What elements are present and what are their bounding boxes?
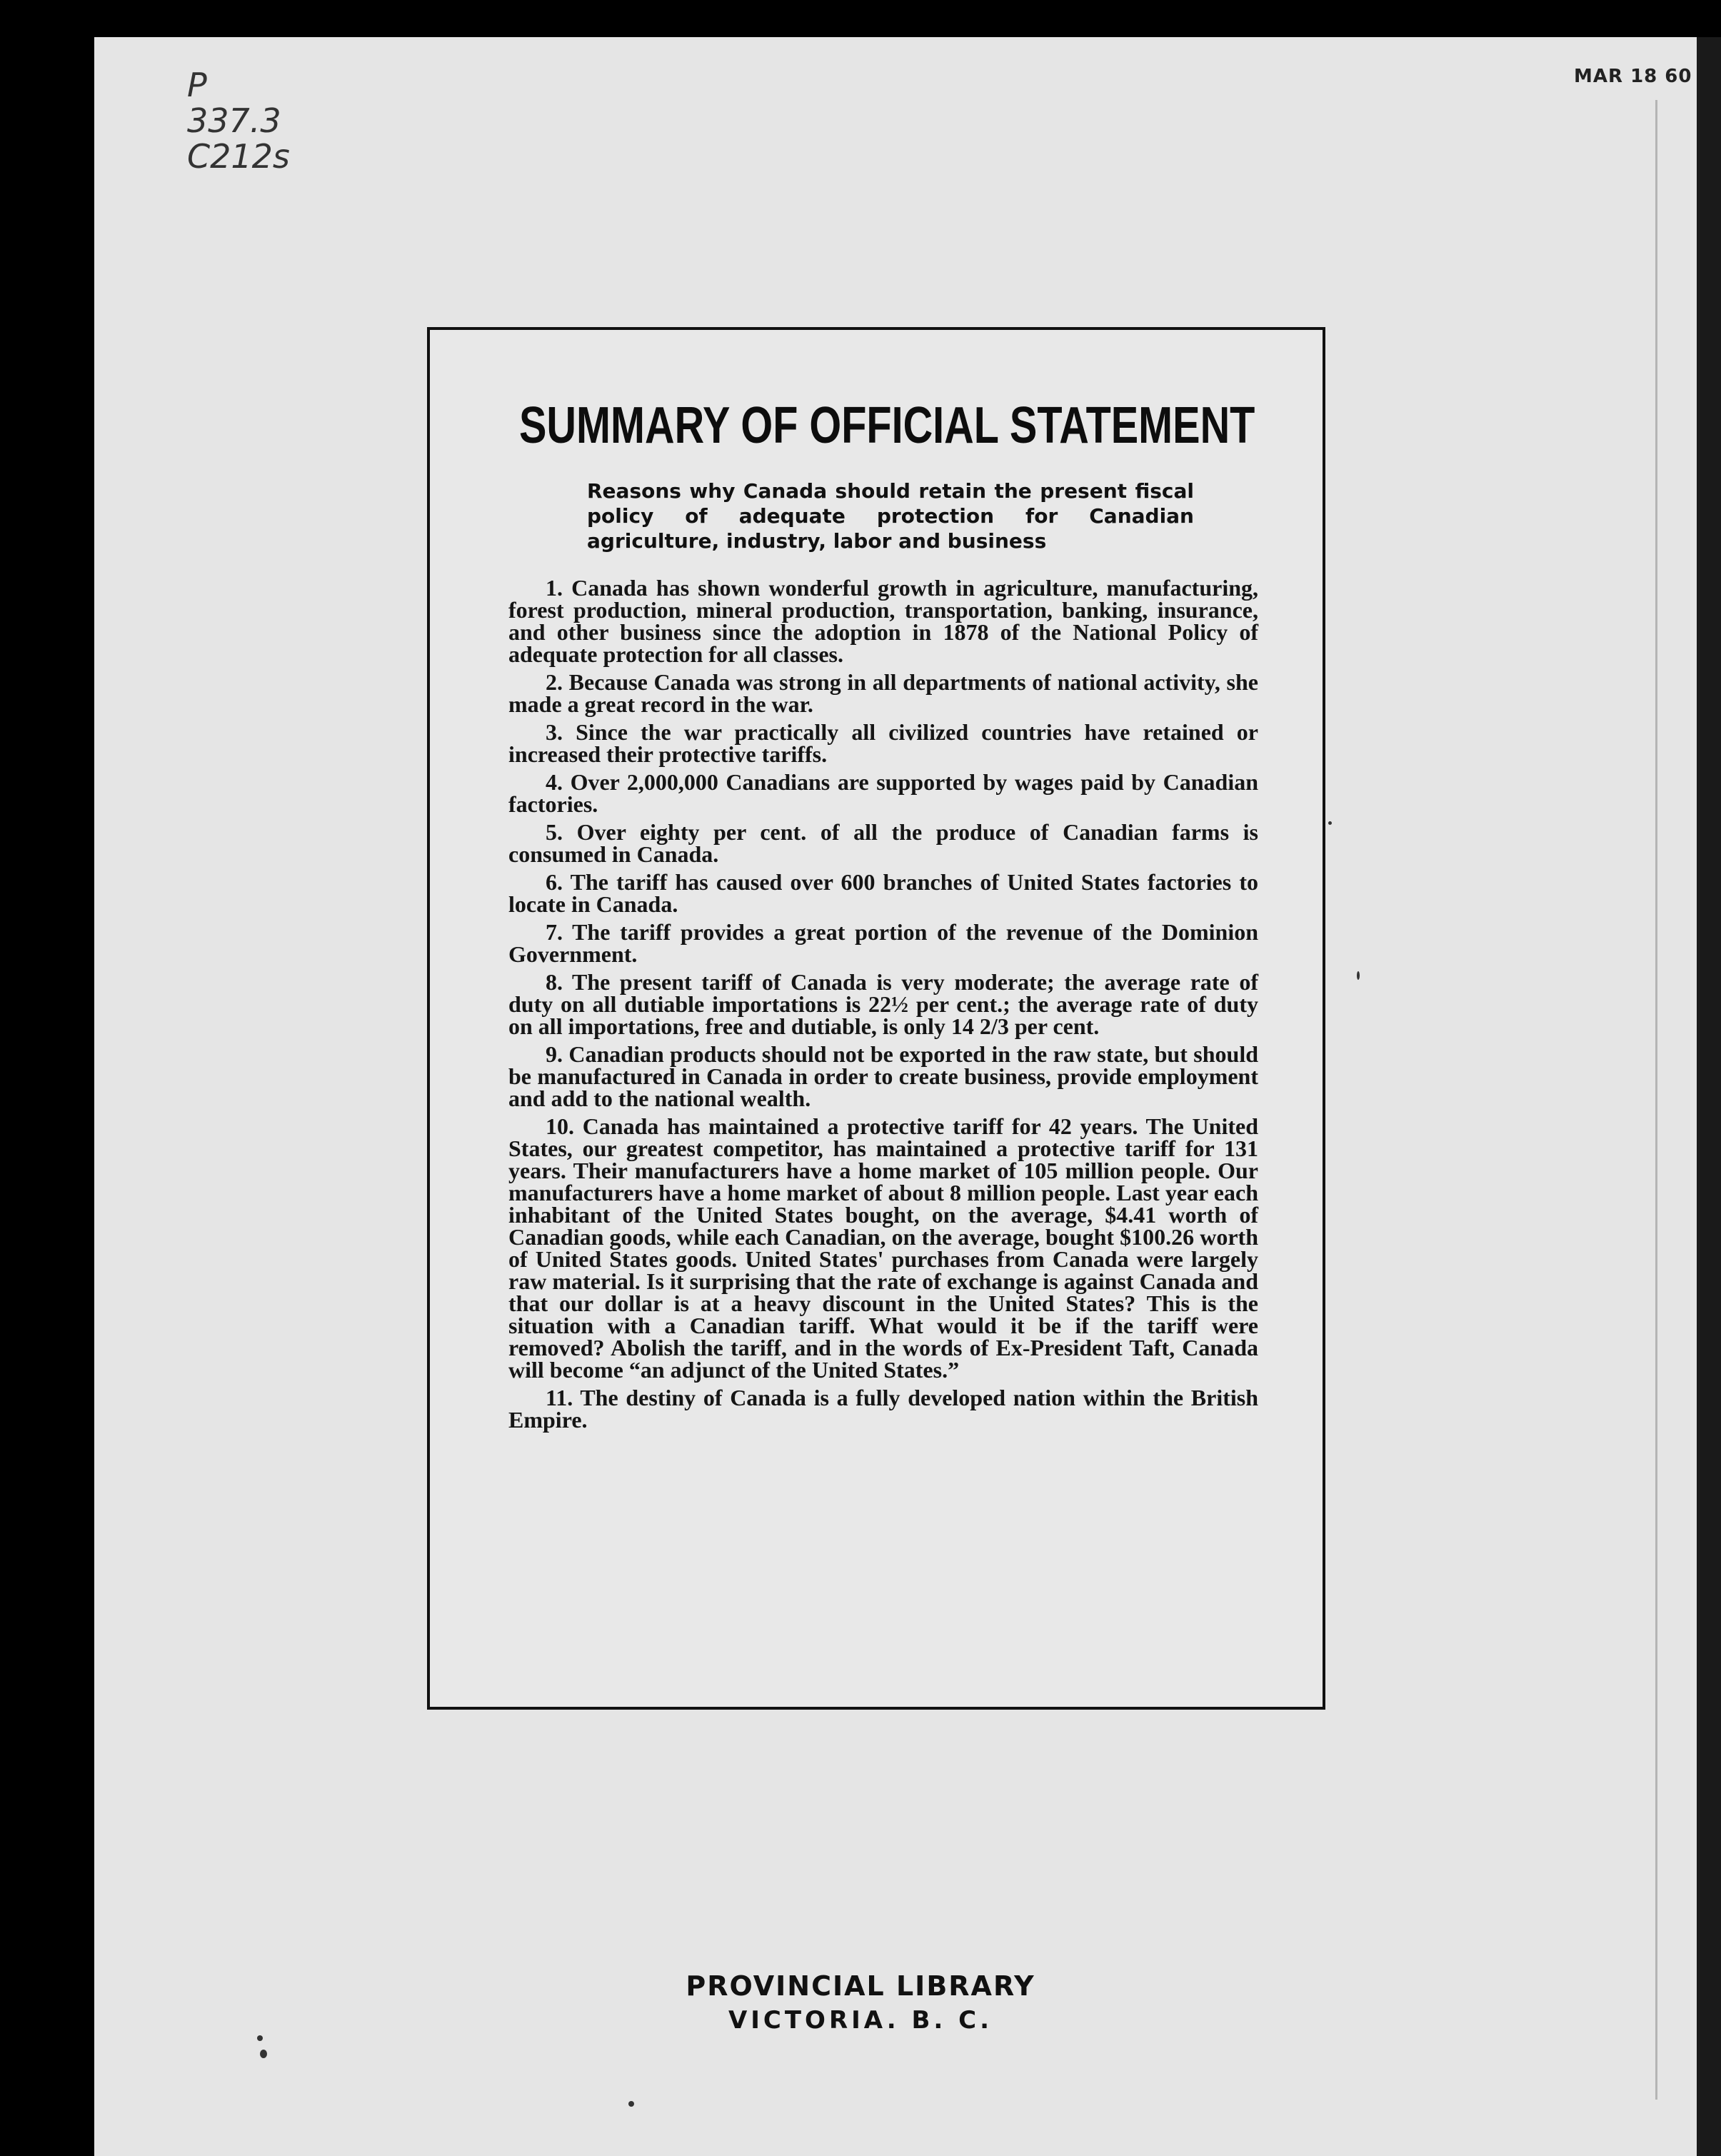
summary-point: 1. Canada has shown wonderful growth in agriculture, manufacturing, forest production, mineral production, transportation, banking, insurance, and other business since the adoption in 1878 of the National Policy of adequate protection for all classes. bbox=[508, 575, 1258, 667]
summary-point: 6. The tariff has caused over 600 branches of United States factories to locate in Canada. bbox=[508, 869, 1258, 917]
summary-subtitle: Reasons why Canada should retain the present fiscal policy of adequate protection for Canadian agriculture, industry, labor and business bbox=[587, 479, 1194, 553]
dust-speck bbox=[260, 2050, 267, 2058]
summary-point: 11. The destiny of Canada is a fully developed nation within the British Empire. bbox=[508, 1385, 1258, 1433]
library-name: PROVINCIAL LIBRARY bbox=[686, 1970, 1035, 2002]
summary-point: 4. Over 2,000,000 Canadians are supported by wages paid by Canadian factories. bbox=[508, 769, 1258, 817]
summary-list bbox=[508, 577, 1258, 1437]
scan-edge bbox=[1697, 37, 1721, 2156]
summary-point: 5. Over eighty per cent. of all the produce of Canadian farms is consumed in Canada. bbox=[508, 819, 1258, 867]
library-city: VICTORIA. B. C. bbox=[728, 2006, 993, 2035]
call-number-line: C212s bbox=[187, 137, 290, 176]
dust-speck bbox=[1357, 971, 1360, 980]
library-stamp bbox=[0, 1968, 1721, 2037]
summary-point: 8. The present tariff of Canada is very moderate; the average rate of duty on all dutiable importations is 22½ per cent.; the average rate of duty on all importations, free and dutiable, is only 14 2/3 per cent. bbox=[508, 969, 1258, 1039]
dust-speck bbox=[628, 2101, 634, 2107]
date-stamp: MAR 18 60 bbox=[1574, 66, 1692, 87]
summary-point: 10. Canada has maintained a protective tariff for 42 years. The United States, our greatest competitor, has maintained a protective tariff for 131 years. Their manufacturers have a home market of 105 million people. Our manufacturers have a home market of about 8 million people. Last year each inhabitant of the United States bought, on the average, $4.41 worth of Canadian goods, while each Canadian, on the average, bought $100.26 worth of United States goods. United States' purchases from Canada were largely raw material. Is it surprising that the rate of exchange is against Canada and that our dollar is at a heavy discount in the United States? This is the situation with a Canadian tariff. What would it be if the tariff were removed? Abolish the tariff, and in the words of Ex-President Taft, Canada will become “an adjunct of the United States.” bbox=[508, 1113, 1258, 1383]
summary-box bbox=[427, 327, 1325, 1710]
fold-line bbox=[1655, 100, 1657, 2100]
call-number-line: P bbox=[187, 66, 207, 104]
call-number bbox=[187, 67, 290, 174]
call-number-line: 337.3 bbox=[187, 101, 281, 140]
dust-speck bbox=[257, 2035, 263, 2041]
summary-point: 9. Canadian products should not be exported in the raw state, but should be manufactured in Canada in order to create business, provide employment and add to the national wealth. bbox=[508, 1041, 1258, 1111]
summary-point: 7. The tariff provides a great portion of the revenue of the Dominion Government. bbox=[508, 919, 1258, 967]
summary-title: SUMMARY OF OFFICIAL STATEMENT bbox=[519, 397, 1255, 454]
summary-point: 3. Since the war practically all civilized countries have retained or increased their protective tariffs. bbox=[508, 719, 1258, 767]
summary-point: 2. Because Canada was strong in all departments of national activity, she made a great record in the war. bbox=[508, 669, 1258, 717]
dust-speck bbox=[1328, 821, 1332, 825]
